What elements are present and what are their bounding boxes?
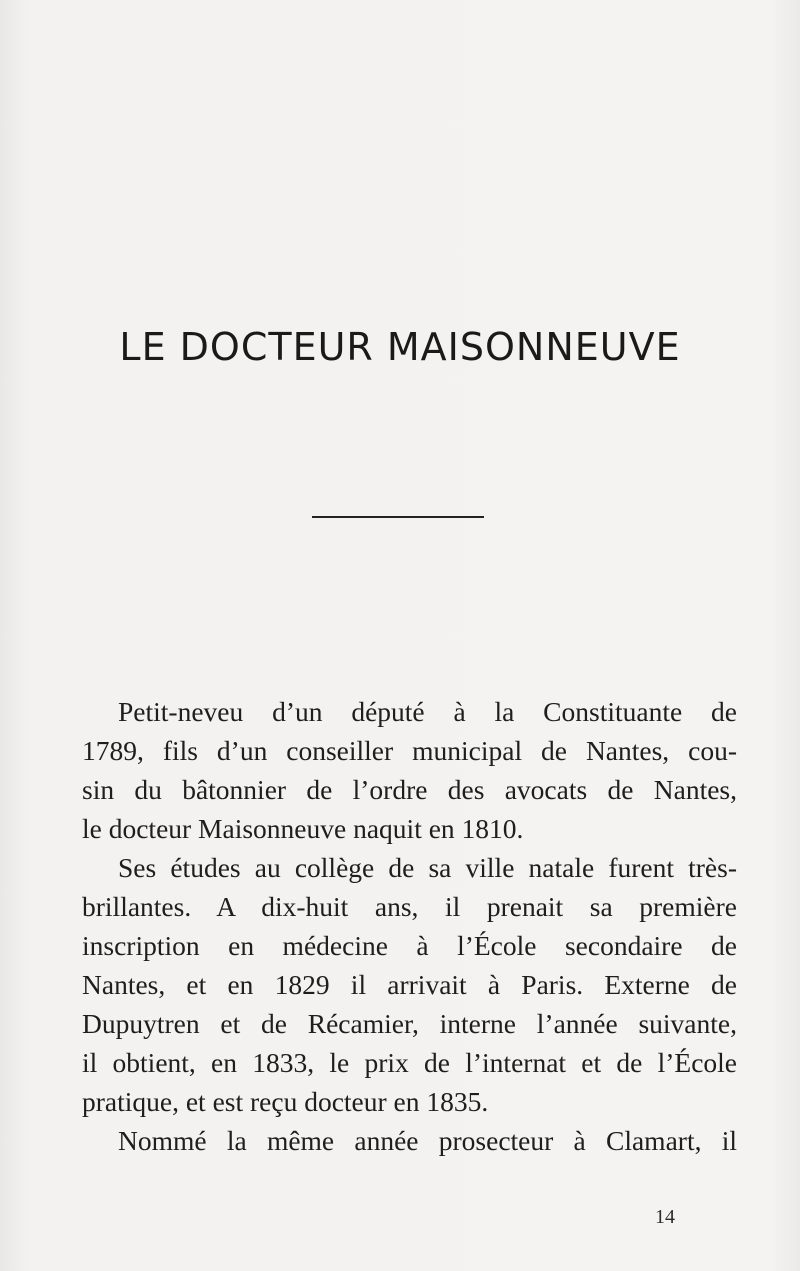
text-line: Dupuytren et de Récamier, interne l’année suivante,: [82, 1008, 737, 1039]
text-line: pratique, et est reçu docteur en 1835.: [82, 1086, 489, 1117]
title-separator-rule: [312, 516, 484, 518]
text-line: Petit-neveu d’un député à la Constituante de: [118, 696, 737, 727]
text-line: Nantes, et en 1829 il arrivait à Paris. Externe de: [82, 969, 737, 1000]
text-line: Ses études au collège de sa ville natale furent très-: [118, 852, 737, 883]
body-text: [82, 692, 737, 1160]
text-line: 1789, fils d’un conseiller municipal de Nantes, cou-: [82, 735, 737, 766]
text-line: brillantes. A dix-huit ans, il prenait sa première: [82, 891, 737, 922]
text-line: le docteur Maisonneuve naquit en 1810.: [82, 813, 524, 844]
chapter-title: LE DOCTEUR MAISONNEUVE: [119, 325, 681, 369]
text-line: inscription en médecine à l’École secondaire de: [82, 930, 737, 961]
text-line: sin du bâtonnier de l’ordre des avocats de Nantes,: [82, 774, 737, 805]
text-line: il obtient, en 1833, le prix de l’internat et de l’École: [82, 1047, 737, 1078]
text-line: Nommé la même année prosecteur à Clamart, il: [118, 1125, 737, 1156]
page-number: 14: [655, 1206, 675, 1228]
